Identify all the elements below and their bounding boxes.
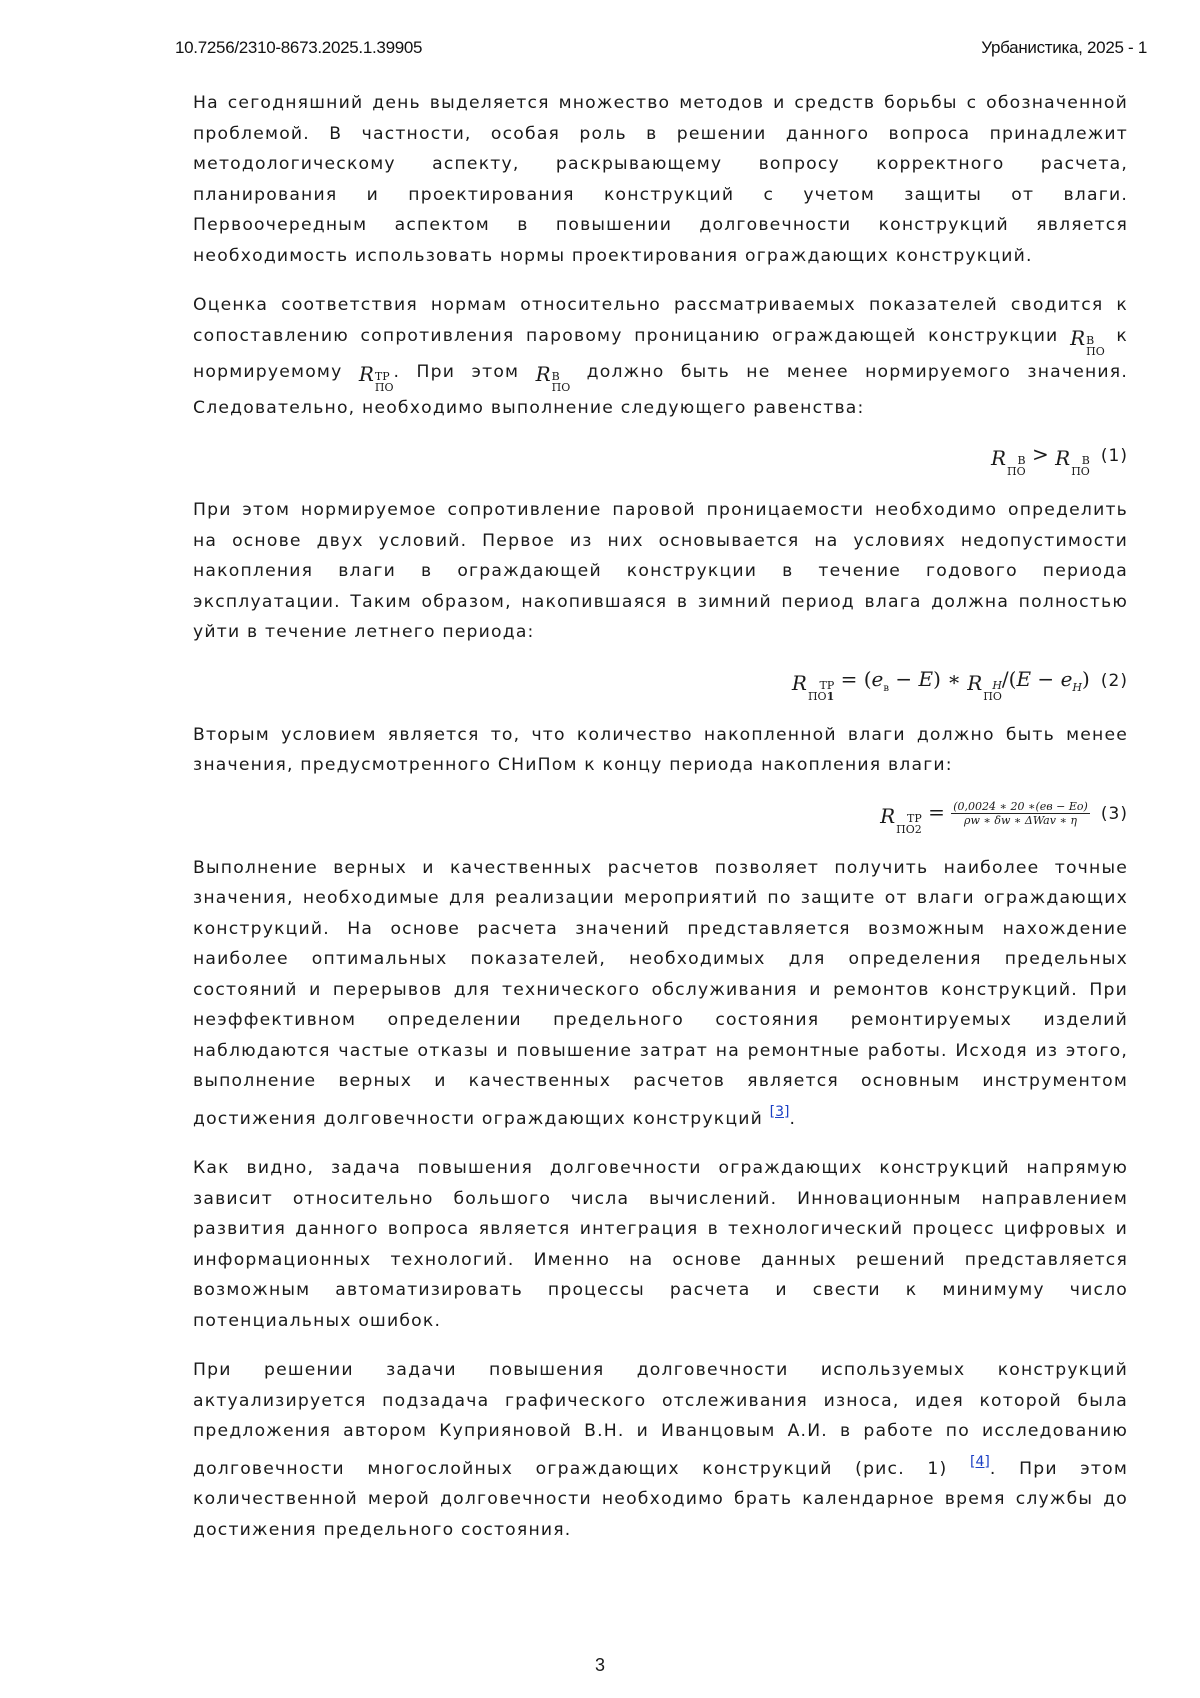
symbol-r-po-tr: R ТР ПО <box>359 364 394 393</box>
reference-link-3[interactable]: [3] <box>770 1104 790 1120</box>
paragraph-7 <box>193 1355 1128 1545</box>
equation-3-fraction <box>951 800 1090 827</box>
equation-3-formula: R ТР ПО2 = (0,0024 ∗ 20 ∗(eв − Eo) ρw ∗ δw ∗ ΔWav ∗ η <box>880 800 1090 835</box>
paragraph-5-text: Выполнение верных и качественных расчетов позволяет получить наиболее точные значения, необходимые для реализации мероприятий по защите от влаги ограждающих конструкций. На основе расчета значений представляется возможным нахождение наиболее оптимальных показателей, необходимых для определения предельных состояний и перерывов для технического обслуживания и ремонтов конструкций. При неэффективном определении предельного состояния ремонтируемых изделий наблюдаются частые отказы и повышение затрат на ремонтные работы. Исходя из этого, выполнение верных и качественных расчетов является основным инструментом достижения долговечности ограждающих конструкций <box>193 858 1128 1129</box>
article-body <box>193 88 1128 1564</box>
symbol-r-po-v: R В ПО <box>1070 328 1105 357</box>
equation-1-formula: R В ПО > R В ПО <box>991 442 1090 477</box>
paragraph-1: На сегодняшний день выделяется множество методов и средств борьбы с обозначенной проблемой. В частности, особая роль в решении данного вопроса принадлежит методологическому аспекту, раскрывающему вопросу корректного расчета, планирования и проектирования конструкций с учетом защиты от влаги. Первоочередным аспектом в повышении долговечности конструкций является необходимость использовать нормы проектирования ограждающих конструкций. <box>193 88 1128 271</box>
paragraph-2 <box>193 290 1128 423</box>
paragraph-2-text-c: . При этом <box>394 362 520 382</box>
equation-2-formula: R ТР ПО1 = (eв − E) ∗ R Н ПО /(E − eН) <box>792 667 1090 702</box>
equation-1-number: (1) <box>1101 446 1128 466</box>
paragraph-2-text-b: к нормируемому <box>193 326 1128 382</box>
equation-3-numerator: (0,0024 ∗ 20 ∗(eв − Eo) <box>951 800 1090 814</box>
equation-2 <box>193 667 1128 702</box>
page-number: 3 <box>0 1655 1200 1676</box>
reference-link-4[interactable]: [4] <box>970 1454 990 1470</box>
symbol-r-po-v-2: R В ПО <box>536 364 571 393</box>
doi-header: 10.7256/2310-8673.2025.1.39905 <box>175 38 422 58</box>
paragraph-2-text-d: должно быть не менее нормируемого значения. Следовательно, необходимо выполнение следующего равенства: <box>193 362 1128 418</box>
paragraph-5: Выполнение верных и качественных расчетов позволяет получить наиболее точные значения, необходимые для реализации мероприятий по защите от влаги ограждающих конструкций. На основе расчета значений представляется возможным нахождение наиболее оптимальных показателей, необходимых для определения предельных состояний и перерывов для технического обслуживания и ремонтов конструкций. При неэффективном определении предельного состояния ремонтируемых изделий наблюдаются частые отказы и повышение затрат на ремонтные работы. Исходя из этого, выполнение верных и качественных расчетов является основным инструментом достижения долговечности ограждающих конструкций [3]. <box>193 853 1128 1135</box>
paragraph-3: При этом нормируемое сопротивление паровой проницаемости необходимо определить на основе двух условий. Первое из них основывается на условиях недопустимости накопления влаги в ограждающей конструкции в течение годового периода эксплуатации. Таким образом, накопившаяся в зимний период влага должна полностью уйти в течение летнего периода: <box>193 495 1128 648</box>
equation-3 <box>193 800 1128 835</box>
equation-1 <box>193 442 1128 477</box>
equation-2-number: (2) <box>1101 671 1128 691</box>
journal-header: Урбанистика, 2025 - 1 <box>981 38 1147 58</box>
paragraph-2-text-a: Оценка соответствия нормам относительно рассматриваемых показателей сводится к сопоставлению сопротивления паровому проницанию ограждающей конструкции <box>193 295 1128 346</box>
equation-3-number: (3) <box>1101 804 1128 824</box>
paragraph-7-text-b: . При этом количественной мерой долговечности необходимо брать календарное время службы до достижения предельного состояния. <box>193 1459 1128 1540</box>
paragraph-6: Как видно, задача повышения долговечности ограждающих конструкций напрямую зависит относительно большого числа вычислений. Инновационным направлением развития данного вопроса является интеграция в технологический процесс цифровых и информационных технологий. Именно на основе данных решений представляется возможным автоматизировать процессы расчета и свести к минимуму число потенциальных ошибок. <box>193 1153 1128 1336</box>
paragraph-4: Вторым условием является то, что количество накопленной влаги должно быть менее значения, предусмотренного СНиПом к концу периода накопления влаги: <box>193 720 1128 781</box>
paragraph-7-text-a: При решении задачи повышения долговечности используемых конструкций актуализируется подзадача графического отслеживания износа, идея которой была предложения автором Куприяновой В.Н. и Иванцовым А.И. в работе по исследованию долговечности многослойных ограждающих конструкций (рис. 1) <box>193 1360 1128 1479</box>
equation-3-denominator: ρw ∗ δw ∗ ΔWav ∗ η <box>962 814 1079 827</box>
